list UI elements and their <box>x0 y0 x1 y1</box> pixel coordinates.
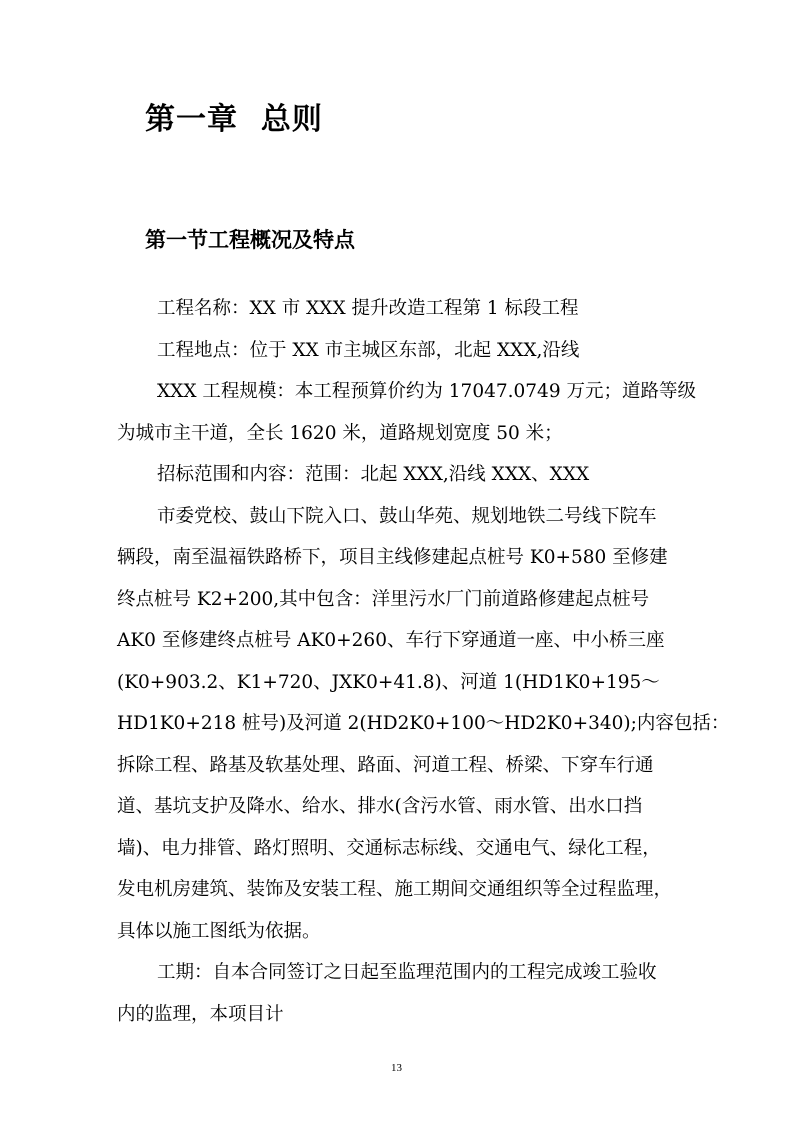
paragraph-line: 发电机房建筑、装饰及安装工程、施工期间交通组织等全过程监理， <box>117 879 673 900</box>
paragraph-line: (K0+903.2、K1+720、JXK0+41.8)、河道 1(HD1K0+195～ <box>117 671 660 693</box>
paragraph-line-construction-period: 工期：自本合同签订之日起至监理范围内的工程完成竣工验收 <box>157 962 657 983</box>
paragraph-line: 辆段，南至温福铁路桥下，项目主线修建起点桩号 K0+580 至修建 <box>117 547 668 568</box>
chapter-title: 第一章 总则 <box>145 102 323 137</box>
paragraph-line: AK0 至修建终点桩号 AK0+260、车行下穿通道一座、中小桥三座 <box>117 630 665 651</box>
paragraph-line: 拆除工程、路基及软基处理、路面、河道工程、桥梁、下穿车行通 <box>117 754 654 776</box>
paragraph-line-tender-scope: 招标范围和内容：范围：北起 XXX,沿线 XXX、XXX <box>157 464 590 485</box>
paragraph-line: 道、基坑支护及降水、给水、排水(含污水管、雨水管、出水口挡 <box>117 796 643 817</box>
paragraph-line: 终点桩号 K2+200,其中包含：洋里污水厂门前道路修建起点桩号 <box>117 588 650 610</box>
paragraph-line-project-name: 工程名称：XX 市 XXX 提升改造工程第 1 标段工程 <box>157 298 579 319</box>
page-number: 13 <box>391 1062 402 1074</box>
paragraph-line: 市委党校、鼓山下院入口、鼓山华苑、规划地铁二号线下院车 <box>157 505 657 527</box>
paragraph-line-project-location: 工程地点：位于 XX 市主城区东部，北起 XXX,沿线 <box>157 339 580 361</box>
paragraph-line-project-scale: XXX 工程规模：本工程预算价约为 17047.0749 万元；道路等级 <box>157 381 696 402</box>
paragraph-line: 具体以施工图纸为依据。 <box>117 920 321 942</box>
body-text <box>117 288 730 1035</box>
paragraph-line: 内的监理，本项目计 <box>117 1003 284 1025</box>
paragraph-line: 为城市主干道，全长 1620 米，道路规划宽度 50 米； <box>117 422 563 444</box>
paragraph-line: 墙)、电力排管、路灯照明、交通标志标线、交通电气、绿化工程， <box>117 837 661 859</box>
section-title: 第一节工程概况及特点 <box>145 227 355 252</box>
paragraph-line: HD1K0+218 桩号)及河道 2(HD2K0+100～HD2K0+340);内容包括： <box>117 713 730 734</box>
